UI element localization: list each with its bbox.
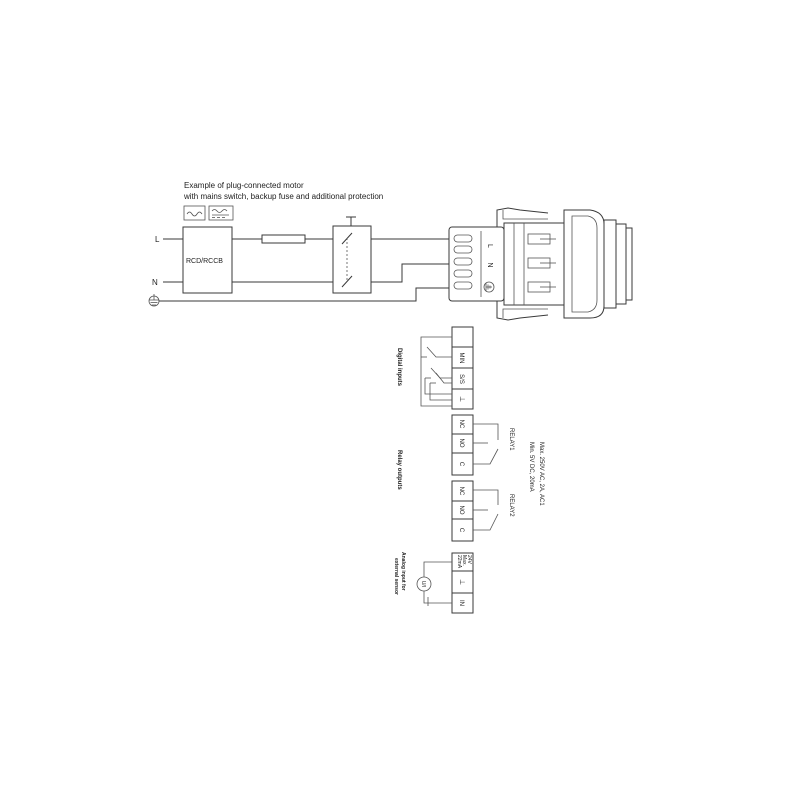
- analog-input-label-line-2: external sensor: [393, 558, 399, 595]
- neutral-label: N: [152, 278, 158, 287]
- terminal-di-ground: ⊥: [458, 395, 465, 403]
- rcd-label: RCD/RCCB: [186, 258, 223, 265]
- rcd-a-type-icon: [209, 206, 233, 220]
- line-label: L: [155, 235, 160, 244]
- analog-supply-22ma: 22mA: [456, 555, 462, 569]
- mains-switch: [333, 217, 371, 293]
- relay2-nc: NC: [458, 486, 464, 496]
- analog-in-terminal: IN: [458, 600, 464, 606]
- plug-terminal-l: L: [486, 244, 493, 248]
- analog-input-label-line-1: Analog input for: [400, 552, 406, 591]
- relay-rating-min: Min. 5V DC, 20mA: [528, 442, 534, 492]
- backup-fuse: [262, 235, 305, 243]
- relay2-c: C: [458, 527, 464, 533]
- relay1-c: C: [458, 461, 464, 467]
- relay2-no: NO: [458, 505, 464, 515]
- analog-sensor-wiring: [424, 562, 452, 606]
- digital-input-switches: [421, 337, 452, 406]
- relay2-label: RELAY2: [508, 494, 514, 517]
- relay1-nc: NC: [458, 419, 464, 429]
- caption-line-1: Example of plug-connected motor: [184, 181, 304, 190]
- analog-supply-24v: 24V: [466, 555, 472, 564]
- plug-connector: [449, 208, 632, 320]
- plug-terminal-n: N: [486, 262, 493, 268]
- relay-outputs-label: Relay outputs: [396, 450, 402, 490]
- rcd-ac-type-icon: [184, 206, 205, 220]
- analog-ground-terminal: ⊥: [458, 578, 465, 586]
- relay-rating-max: Max. 250V AC, 2A, AC1: [538, 442, 544, 506]
- relay1-label: RELAY1: [508, 428, 514, 451]
- relay1-no: NO: [458, 438, 464, 448]
- digital-inputs-label: Digital inputs: [396, 348, 402, 386]
- terminal-min: MIN: [458, 352, 464, 364]
- analog-sensor-label: U/I: [420, 580, 426, 588]
- terminal-ss: S/S: [458, 374, 464, 384]
- earth-symbol-icon: [149, 294, 159, 306]
- caption-line-2: with mains switch, backup fuse and additional protection: [184, 192, 384, 201]
- analog-supply-max: Max.: [461, 555, 467, 566]
